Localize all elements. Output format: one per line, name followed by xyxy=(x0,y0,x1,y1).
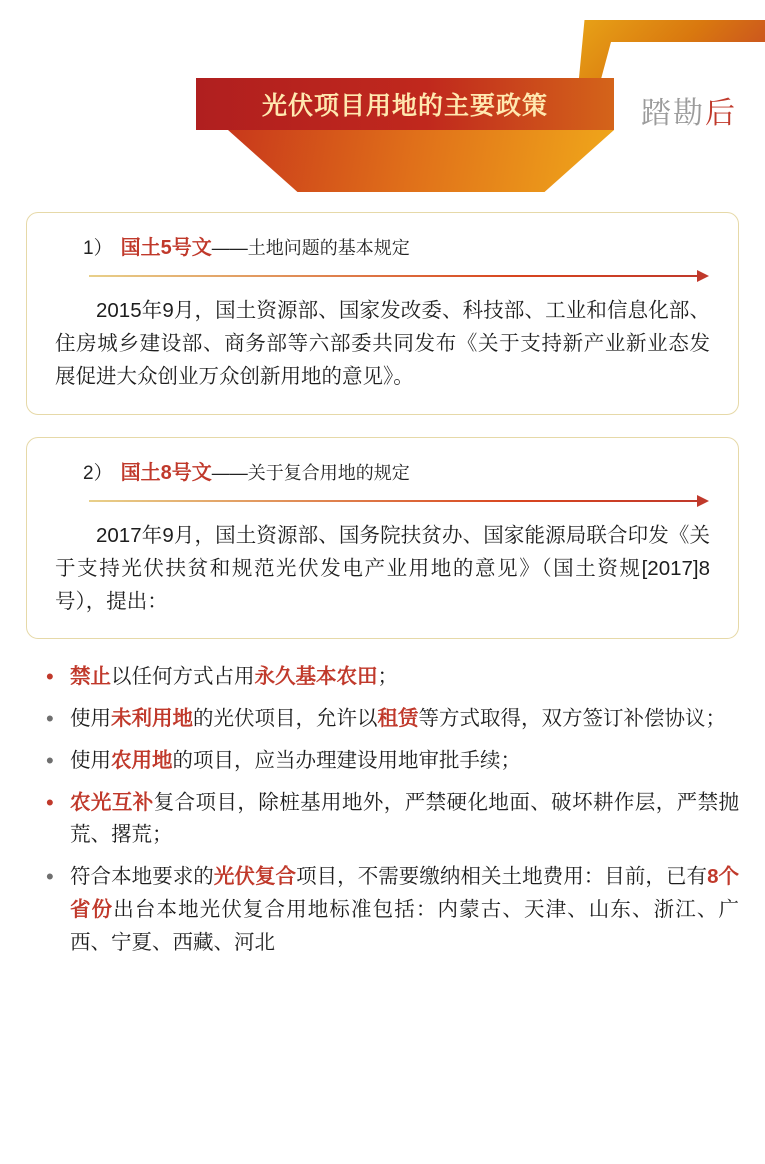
rule-line xyxy=(89,275,699,277)
list-item xyxy=(40,745,739,778)
header-subtitle-highlight: 后 xyxy=(705,97,737,130)
plain-text: 的光伏项目，允许以 xyxy=(193,707,378,731)
section-2-arrow-rule xyxy=(89,495,712,507)
plain-text: 项目，不需要缴纳相关土地费用：目前，已有 xyxy=(296,865,708,889)
emphasis-text: 光伏复合 xyxy=(213,865,297,889)
list-item xyxy=(40,661,739,694)
plain-text: 以任何方式占用 xyxy=(111,665,255,689)
section-1-arrow-rule xyxy=(89,270,712,282)
section-card-2 xyxy=(26,437,739,640)
section-1-key: 国土5号文 xyxy=(120,237,212,259)
section-2-number: 2） xyxy=(83,462,113,484)
plain-text: 使用 xyxy=(70,748,111,772)
section-1-body: 2015年9月，国土资源部、国家发改委、科技部、工业和信息化部、住房城乡建设部、商务部等六部委共同发布《关于支持新产业新业态发展促进大众创业万众创新用地的意见》。 xyxy=(55,299,710,389)
header-lower-wedge xyxy=(228,130,614,192)
section-2-key: 国土8号文 xyxy=(120,461,212,484)
page-header xyxy=(0,0,765,212)
page-title: 光伏项目用地的主要政策 xyxy=(261,92,548,120)
plain-text: 等方式取得，双方签订补偿协议； xyxy=(418,707,726,731)
arrow-head-icon xyxy=(697,270,709,282)
list-item xyxy=(40,787,739,853)
arrow-head-icon xyxy=(697,495,709,507)
plain-text: 的项目，应当办理建设用地审批手续； xyxy=(172,748,521,772)
plain-text: 使用 xyxy=(70,707,111,731)
header-subtitle xyxy=(641,88,737,132)
plain-text: ； xyxy=(377,665,398,689)
emphasis-text: 永久基本农田 xyxy=(254,665,378,689)
emphasis-text: 禁止 xyxy=(70,665,111,689)
list-item xyxy=(40,861,739,959)
emphasis-text: 农用地 xyxy=(111,748,173,772)
section-1-heading xyxy=(53,231,712,260)
emphasis-text: 租赁 xyxy=(377,707,419,731)
plain-text: 符合本地要求的 xyxy=(70,865,214,889)
section-2-heading xyxy=(53,456,712,485)
emphasis-text: 未利用地 xyxy=(111,707,193,731)
section-1-number: 1） xyxy=(83,238,113,259)
plain-text: 出台本地光伏复合用地标准包括：内蒙古、天津、山东、浙江、广西、宁夏、西藏、河北 xyxy=(70,898,739,954)
section-2-body: 2017年9月，国土资源部、国务院扶贫办、国家能源局联合印发《关于支持光伏扶贫和规范光伏发电产业用地的意见》（国土资规[2017]8号），提出： xyxy=(55,523,710,614)
rule-line xyxy=(89,500,699,502)
policy-bullet-list xyxy=(40,661,739,959)
plain-text: 复合项目，除桩基用地外，严禁硬化地面、破坏耕作层，严禁抛荒、撂荒； xyxy=(70,790,740,847)
section-2-subtitle: ——关于复合用地的规定 xyxy=(211,462,410,483)
emphasis-text: 农光互补 xyxy=(70,790,154,814)
section-1-subtitle: ——土地问题的基本规定 xyxy=(211,238,410,258)
header-subtitle-prefix: 踏勘 xyxy=(641,97,705,130)
emphasis-text: 8个省份 xyxy=(70,865,740,921)
list-item xyxy=(40,703,739,736)
section-card-1 xyxy=(26,212,739,415)
